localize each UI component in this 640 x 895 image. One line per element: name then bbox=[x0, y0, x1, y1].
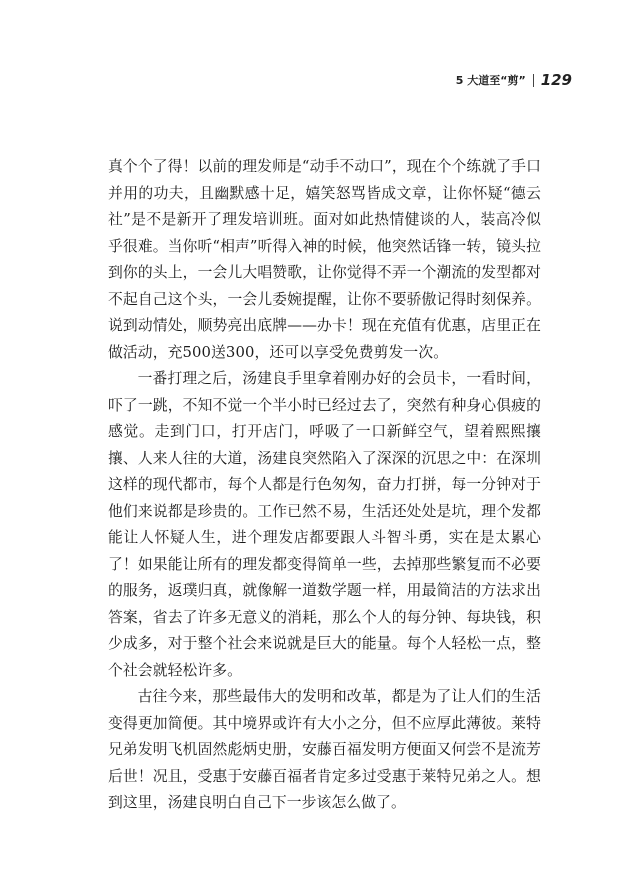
page-number: 129 bbox=[540, 71, 572, 89]
paragraph: 真个个了得！以前的理发师是“动手不动口”，现在个个练就了手口并用的功夫，且幽默感十足，嬉笑怒骂皆成文章，让你怀疑“德云社”是不是新开了理发培训班。面对如此热情健谈的人，装高冷似乎很难。当你听“相声”听得入神的时候，他突然话锋一转，镜头拉到你的头上，一会儿大唱赞歌，让你觉得不弄一个潮流的发型都对不起自己这个头，一会儿委婉提醒，让你不要骄傲记得时刻保养。说到动情处，顺势亮出底牌——办卡！现在充值有优惠，店里正在做活动，充500送300，还可以享受免费剪发一次。 bbox=[108, 158, 541, 361]
page-header bbox=[456, 71, 572, 89]
paragraph: 古往今来，那些最伟大的发明和改革，都是为了让人们的生活变得更加简便。其中境界或许有大小之分，但不应厚此薄彼。莱特兄弟发明飞机固然彪炳史册，安藤百福发明方便面又何尝不是流芳后世！况且，受惠于安藤百福者肯定多过受惠于莱特兄弟之人。想到这里，汤建良明白自己下一步该怎么做了。 bbox=[108, 688, 541, 811]
chapter-title: 5 大道至“剪” bbox=[455, 74, 526, 87]
header-divider bbox=[533, 74, 534, 87]
paragraph: 一番打理之后，汤建良手里拿着刚办好的会员卡，一看时间，吓了一跳，不知不觉一个半小时已经过去了，突然有种身心俱疲的感觉。走到门口，打开店门，呼吸了一口新鲜空气，望着熙熙攘攘、人来人往的大道，汤建良突然陷入了深深的沉思之中：在深圳这样的现代都市，每个人都是行色匆匆，奋力打拼，每一分钟对于他们来说都是珍贵的。工作已然不易，生活还处处是坑，理个发都能让人怀疑人生，进个理发店都要跟人斗智斗勇，实在是太累心了！如果能让所有的理发都变得简单一些，去掉那些繁复而不必要的服务，返璞归真，就像解一道数学题一样，用最简洁的方法求出答案，省去了许多无意义的消耗，那么个人的每分钟、每块钱，积少成多，对于整个社会来说就是巨大的能量。每个人轻松一点，整个社会就轻松许多。 bbox=[108, 370, 541, 679]
body-text bbox=[108, 154, 541, 817]
